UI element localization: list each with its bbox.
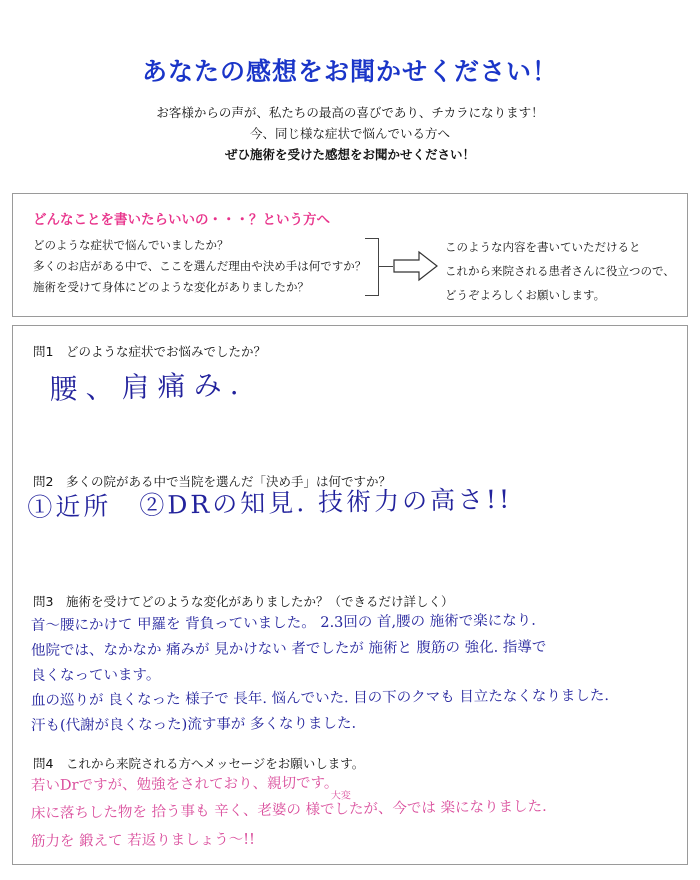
hint-list (33, 235, 366, 298)
answer-3-handwriting (31, 614, 671, 739)
grouping-bracket (365, 238, 379, 296)
question-3-label: 問3 施術を受けてどのような変化がありましたか？（できるだけ詳しく） (33, 594, 454, 609)
question-1-label: 問1 どのような症状でお悩みでしたか？ (33, 344, 266, 359)
hint-item: 多くのお店がある中で、ここを選んだ理由や決め手は何ですか？ (33, 259, 367, 273)
answer-3-line: 他院では、なかなか 痛みが 見かけない 者でしたが 施術と 腹筋の 強化. 指導で (30, 639, 547, 659)
answer-1-handwriting: 腰、肩痛み. (49, 367, 247, 406)
question-2-label: 問2 多くの院がある中で当院を選んだ「決め手」は何ですか？ (33, 474, 391, 489)
hint-title: どんなことを書いたらいいの・・・？という方へ (33, 212, 330, 228)
hint-right-line: このような内容を書いていただけると (445, 240, 641, 254)
hint-right-text (445, 235, 675, 307)
page-title: あなたの感想をお聞かせください！ (141, 57, 558, 86)
answer-4-handwriting (31, 772, 681, 856)
answer-3-line: 首～腰にかけて 甲羅を 背負っていました。 2.3回の 首,腰の 施術で楽になり. (30, 612, 536, 634)
answer-4-line: 筋力を 鍛えて 若返りましょう～!! (30, 831, 255, 850)
answer-4-line: 若いDrですが、勉強をされており、親切です。 (30, 775, 339, 794)
question-4-label: 問4 これから来院される方へメッセージをお願いします。 (33, 756, 365, 771)
hint-item: 施術を受けて身体にどのような変化がありましたか？ (33, 280, 309, 294)
grouping-bracket-stem (379, 266, 393, 267)
answer-4-insertion: 大変 (330, 790, 351, 802)
answer-3-line: 血の巡りが 良くなった 様子で 長年. 悩んでいた. 目の下のクマも 目立たなくなりました. (30, 687, 610, 709)
hint-item: どのような症状で悩んでいましたか？ (33, 238, 229, 252)
answer-4-line-text: 床に落ちした物を 拾う事も 辛く、老婆の 様でしたが、今では 楽になりました. (30, 798, 547, 822)
right-arrow-icon (393, 250, 439, 282)
page-header (0, 0, 700, 165)
answer-3-line: 汗も(代謝が良くなった)流す事が 多くなりました. (30, 715, 357, 734)
subtitle-line-3: ぜひ施術を受けた感想をお聞かせください！ (224, 147, 475, 162)
answer-3-line: 良くなっています。 (30, 667, 161, 684)
subtitle-line-2: 今、同じ様な症状で悩んでいる方へ (249, 126, 450, 141)
subtitle-line-1: お客様からの声が、私たちの最高の喜びであり、チカラになります！ (156, 105, 544, 120)
hint-right-line: どうぞよろしくお願いします。 (445, 288, 606, 302)
answers-box (12, 325, 688, 865)
answer-2-handwriting: ①近所 ②DRの知見. 技術力の高さ!! (27, 484, 513, 522)
hint-right-line: これから来院される患者さんに役立つので、 (445, 264, 675, 278)
hint-box (12, 193, 688, 317)
